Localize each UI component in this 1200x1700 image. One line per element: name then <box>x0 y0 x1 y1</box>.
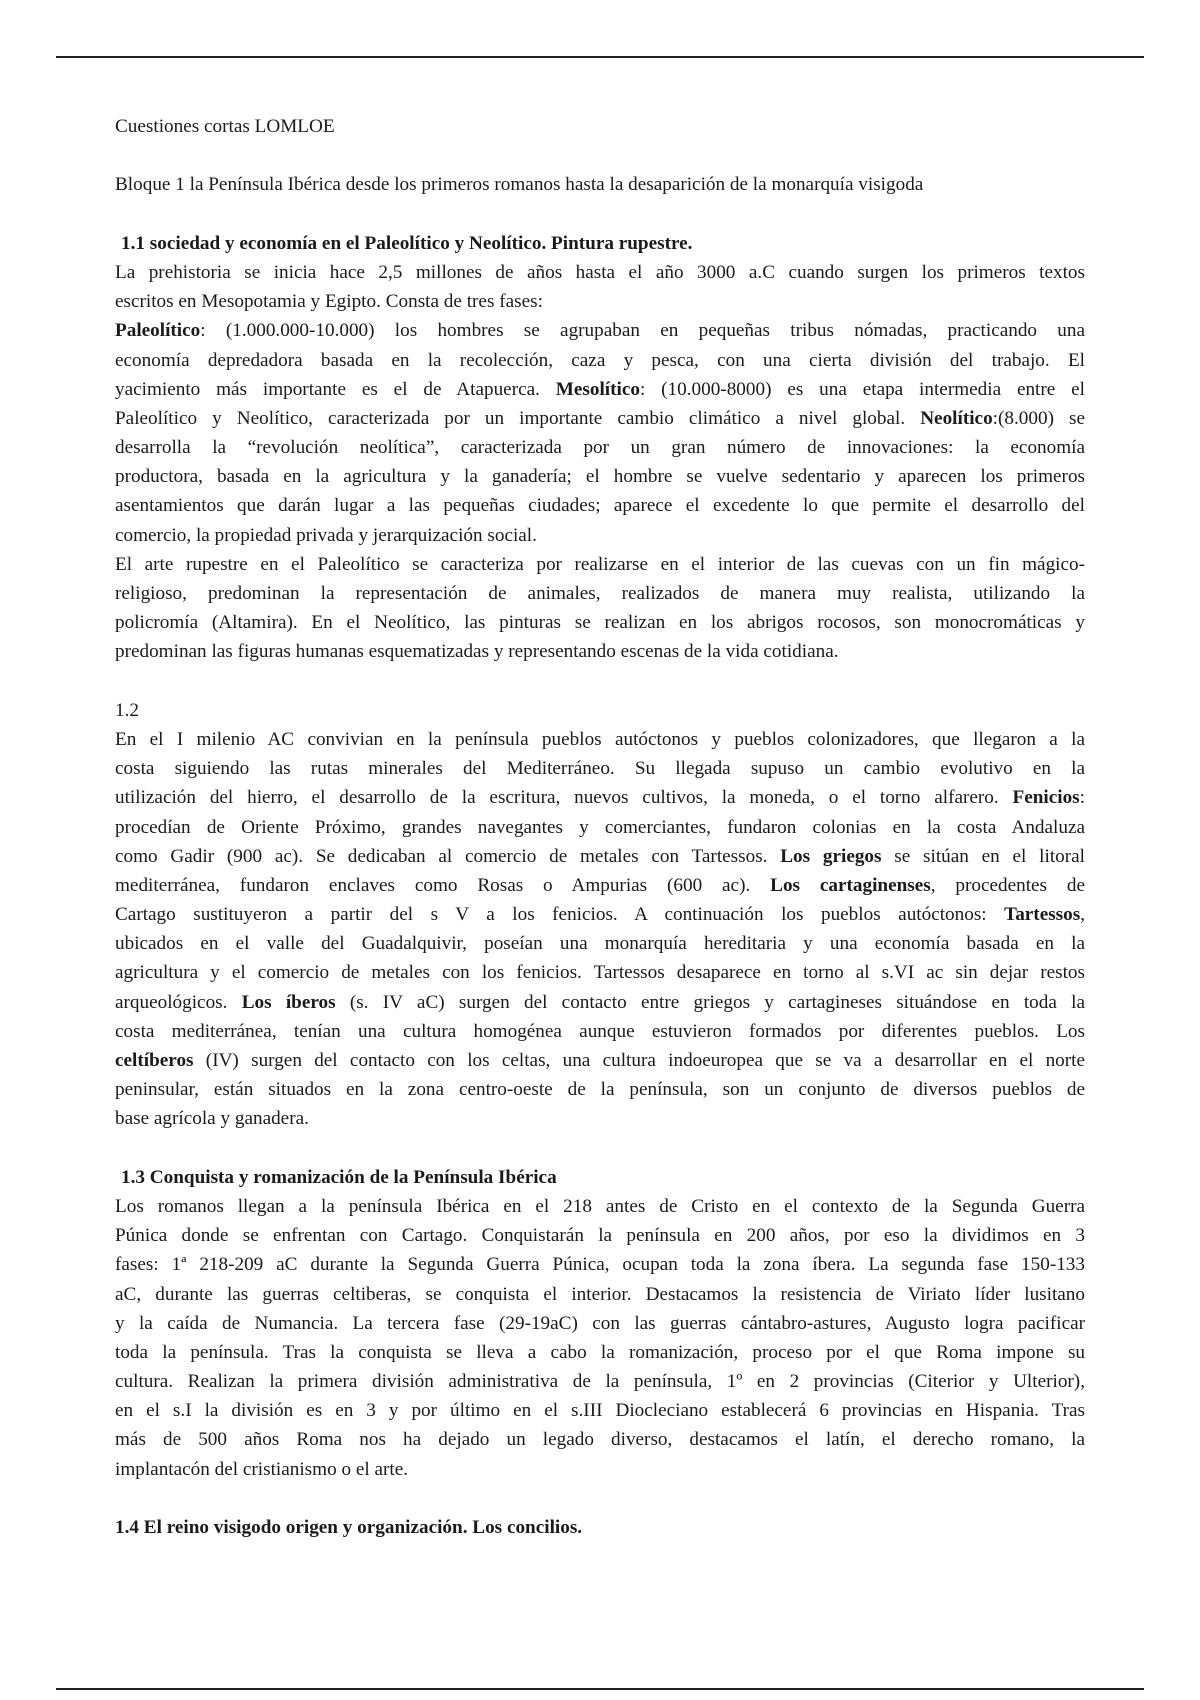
term-fenicios: Fenicios <box>1012 787 1080 809</box>
paragraph-line: en el s.I la división es en 3 y por último en el s.III Diocleciano establecerá 6 provincias en Hispania. Tras <box>115 1400 1085 1422</box>
paragraph-line: yacimiento más importante es el de Atapuerca. Mesolítico: (10.000-8000) es una etapa intermedia entre el <box>115 378 1085 400</box>
paragraph-line: comercio, la propiedad privada y jerarquización social. <box>115 524 537 546</box>
paragraph-line: aC, durante las guerras celtiberas, se conquista el interior. Destacamos la resistencia de Viriato líder lusitano <box>115 1283 1085 1305</box>
term-tartessos: Tartessos <box>1004 904 1081 926</box>
paragraph-line: agricultura y el comercio de metales con los fenicios. Tartessos desaparece en torno al s.VI ac sin dejar restos <box>115 962 1085 984</box>
paragraph-line: predominan las figuras humanas esquematizadas y representando escenas de la vida cotidiana. <box>115 641 839 663</box>
paragraph-line: Cartago sustituyeron a partir del s V a los fenicios. A continuación los pueblos autóctonos: Tartessos, <box>115 904 1085 926</box>
section-heading-1-1: 1.1 sociedad y economía en el Paleolítico y Neolítico. Pintura rupestre. <box>121 232 693 254</box>
term-los-iberos: Los íberos <box>241 991 336 1013</box>
paragraph-line: mediterránea, fundaron enclaves como Rosas o Ampurias (600 ac). Los cartaginenses, procedentes de <box>115 874 1085 896</box>
paragraph-line: más de 500 años Roma nos ha dejado un legado diverso, destacamos el latín, el derecho romano, la <box>115 1429 1085 1451</box>
paragraph-line: costa mediterránea, tenían una cultura homogénea aunque estuvieron formados por diferentes pueblos. Los <box>115 1020 1085 1042</box>
paragraph-line: Paleolítico: (1.000.000-10.000) los hombres se agrupaban en pequeñas tribus nómadas, practicando una <box>115 320 1085 342</box>
paragraph-line: como Gadir (900 ac). Se dedicaban al comercio de metales con Tartessos. Los griegos se sitúan en el litoral <box>115 845 1085 867</box>
paragraph-line: toda la península. Tras la conquista se lleva a cabo la romanización, proceso por el que Roma impone su <box>115 1341 1085 1363</box>
paragraph-line: economía depredadora basada en la recolección, caza y pesca, con una cierta división del trabajo. El <box>115 349 1085 371</box>
paragraph-line: policromía (Altamira). En el Neolítico, las pinturas se realizan en los abrigos rocosos, son monocromáticas y <box>115 612 1085 634</box>
paragraph-line: Púnica donde se enfrentan con Cartago. Conquistarán la península en 200 años, por eso la dividimos en 3 <box>115 1225 1085 1247</box>
paragraph-line: En el I milenio AC convivian en la península pueblos autóctonos y pueblos colonizadores, que llegaron a la <box>115 728 1085 750</box>
paragraph-line: El arte rupestre en el Paleolítico se caracteriza por realizarse en el interior de las cuevas con un fin mágico- <box>115 553 1085 575</box>
term-los-cartaginenses: Los cartaginenses <box>770 874 931 896</box>
paragraph-line: cultura. Realizan la primera división administrativa de la península, 1º en 2 provincias (Citerior y Ulterior), <box>115 1371 1085 1393</box>
block-title: Bloque 1 la Península Ibérica desde los primeros romanos hasta la desaparición de la monarquía visigoda <box>115 174 924 196</box>
term-mesolitico: Mesolítico <box>555 378 640 400</box>
paragraph-line: asentamientos que darán lugar a las pequeñas ciudades; aparece el excedente lo que permite el desarrollo del <box>115 495 1085 517</box>
paragraph-line: arqueológicos. Los íberos (s. IV aC) surgen del contacto entre griegos y cartagineses situándose en toda la <box>115 991 1085 1013</box>
top-rule <box>56 56 1144 58</box>
paragraph-line: Los romanos llegan a la península Ibérica en el 218 antes de Cristo en el contexto de la Segunda Guerra <box>115 1195 1085 1217</box>
bottom-rule <box>56 1688 1144 1690</box>
paragraph-line: desarrolla la “revolución neolítica”, caracterizada por un gran número de innovaciones: la economía <box>115 437 1085 459</box>
section-heading-1-2: 1.2 <box>115 699 139 721</box>
term-paleolitico: Paleolítico <box>115 320 201 342</box>
paragraph-line: Paleolítico y Neolítico, caracterizada por un importante cambio climático a nivel global. Neolítico:(8.000) se <box>115 407 1085 429</box>
term-los-griegos: Los griegos <box>780 845 882 867</box>
paragraph-line: procedían de Oriente Próximo, grandes navegantes y comerciantes, fundaron colonias en la costa Andaluza <box>115 816 1085 838</box>
section-heading-1-3: 1.3 Conquista y romanización de la Península Ibérica <box>121 1166 557 1188</box>
document-body <box>115 112 1085 1542</box>
paragraph-line: escritos en Mesopotamia y Egipto. Consta de tres fases: <box>115 291 543 313</box>
paragraph-line: religioso, predominan la representación de animales, realizados de manera muy realista, utilizando la <box>115 583 1085 604</box>
paragraph-line: y la caída de Numancia. La tercera fase (29-19aC) con las guerras cántabro-astures, Augusto logra pacificar <box>115 1312 1085 1334</box>
paragraph-line: productora, basada en la agricultura y la ganadería; el hombre se vuelve sedentario y aparecen los primeros <box>115 466 1085 488</box>
document-title: Cuestiones cortas LOMLOE <box>115 116 335 137</box>
paragraph-line: utilización del hierro, el desarrollo de la escritura, nuevos cultivos, la moneda, o el torno alfarero. Fenicios: <box>115 787 1085 809</box>
paragraph-line: La prehistoria se inicia hace 2,5 millones de años hasta el año 3000 a.C cuando surgen los primeros textos <box>115 261 1085 283</box>
paragraph-line: celtíberos (IV) surgen del contacto con los celtas, una cultura indoeuropea que se va a desarrollar en el norte <box>115 1050 1085 1071</box>
paragraph-line: costa siguiendo las rutas minerales del Mediterráneo. Su llegada supuso un cambio evolutivo en la <box>115 758 1085 780</box>
paragraph-line: ubicados en el valle del Guadalquivir, poseían una monarquía hereditaria y una economía basada en la <box>115 933 1085 955</box>
term-neolitico: Neolítico <box>920 407 993 429</box>
section-heading-1-4: 1.4 El reino visigodo origen y organización. Los concilios. <box>115 1517 583 1538</box>
paragraph-line: implantacón del cristianismo o el arte. <box>115 1458 409 1480</box>
term-celtiberos: celtíberos <box>115 1050 194 1071</box>
paragraph-line: base agrícola y ganadera. <box>115 1108 309 1130</box>
paragraph-line: fases: 1ª 218-209 aC durante la Segunda Guerra Púnica, ocupan toda la zona íbera. La segunda fase 150-133 <box>115 1254 1085 1276</box>
paragraph-line: peninsular, están situados en la zona centro-oeste de la península, son un conjunto de diversos pueblos de <box>115 1079 1085 1101</box>
